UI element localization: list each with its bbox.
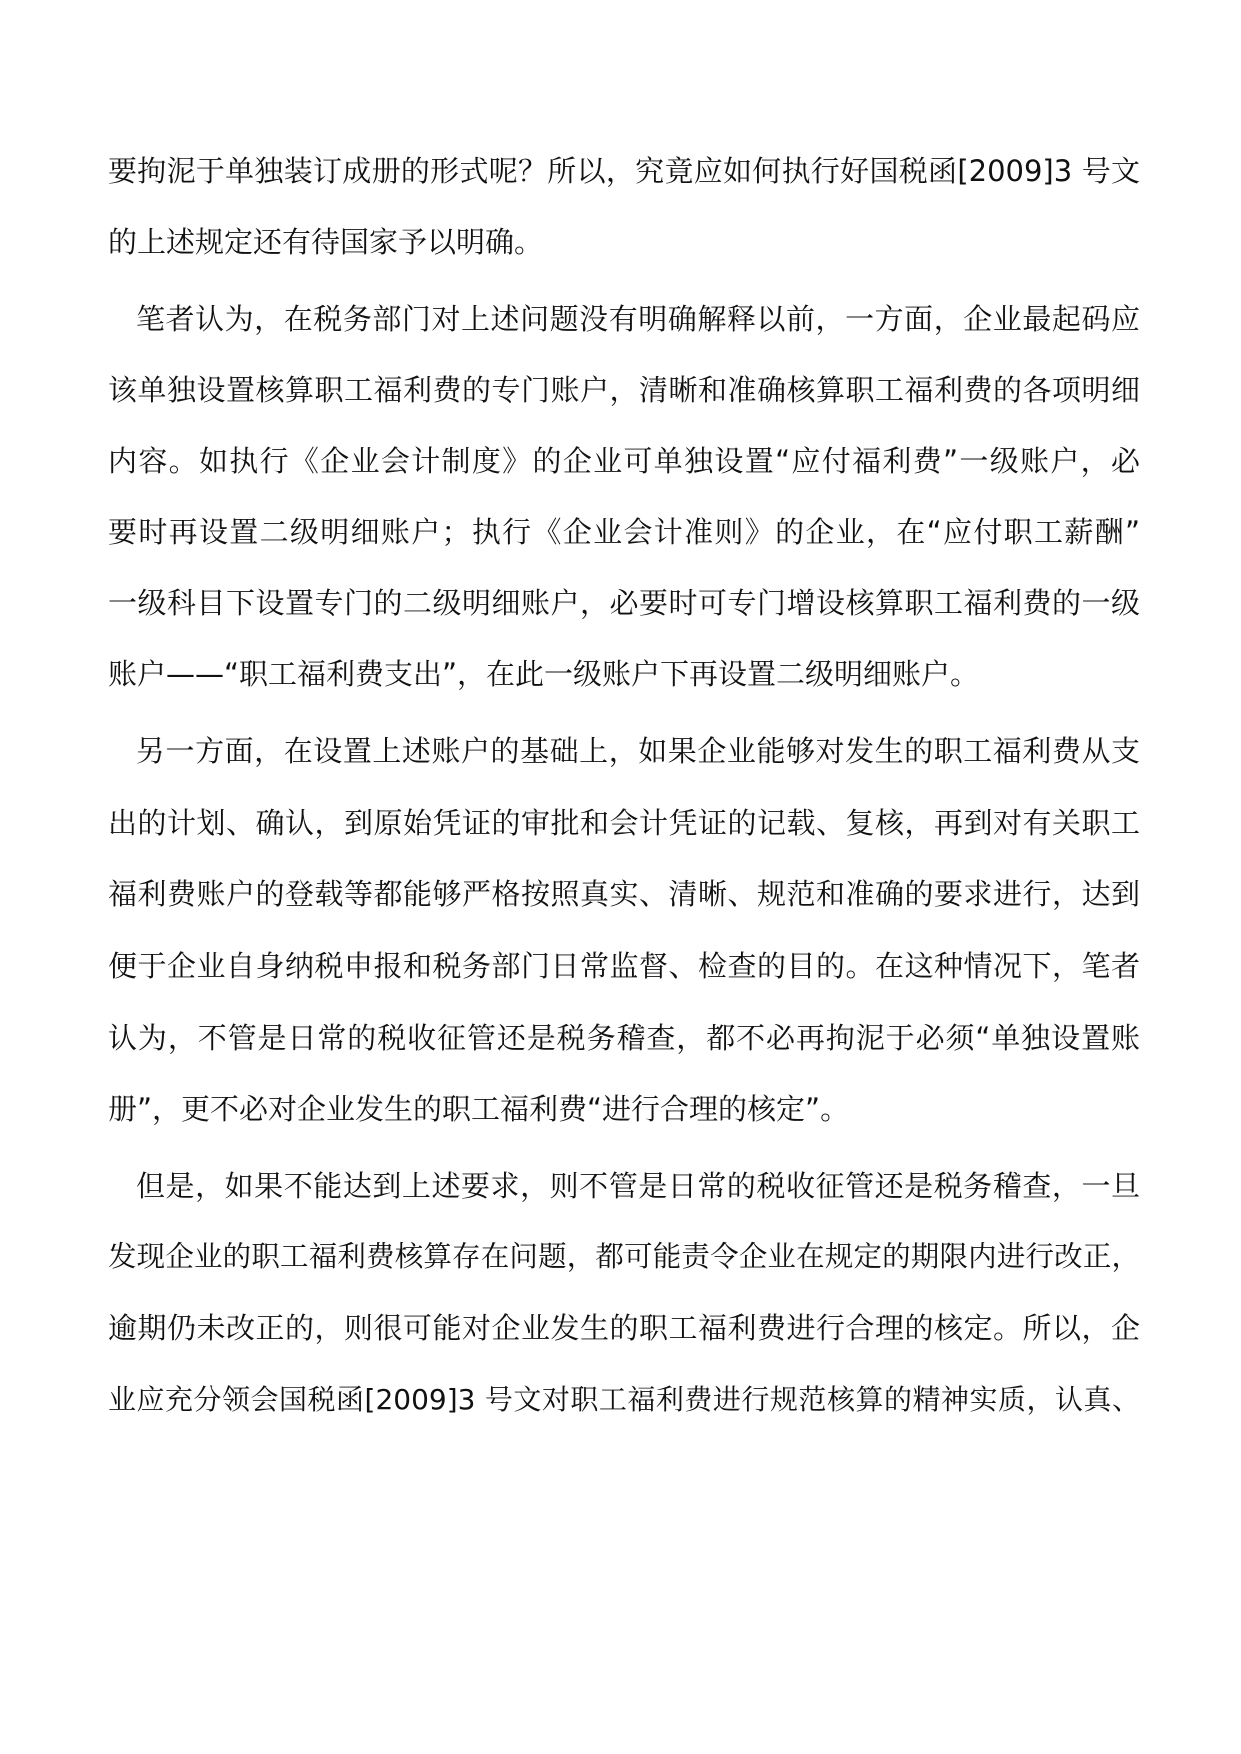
- text-line: 账户——“职工福利费支出”，在此一级账户下再设置二级明细账户。: [108, 657, 980, 691]
- text-line: 要拘泥于单独装订成册的形式呢？所以，究竟应如何执行好国税函[2009]3 号文: [108, 154, 1140, 188]
- text-line: 认为，不管是日常的税收征管还是税务稽查，都不必再拘泥于必须“单独设置账: [108, 1021, 1140, 1055]
- text-line: 该单独设置核算职工福利费的专门账户，清晰和准确核算职工福利费的各项明细: [108, 373, 1140, 407]
- paragraph-first-line: 另一方面，在设置上述账户的基础上，如果企业能够对发生的职工福利费从支: [136, 734, 1140, 768]
- paragraph-first-line: 笔者认为，在税务部门对上述问题没有明确解释以前，一方面，企业最起码应: [136, 302, 1140, 336]
- text-line: 福利费账户的登载等都能够严格按照真实、清晰、规范和准确的要求进行，达到: [108, 877, 1140, 911]
- text-line: 内容。如执行《企业会计制度》的企业可单独设置“应付福利费”一级账户，必: [108, 444, 1140, 478]
- text-line: 业应充分领会国税函[2009]3 号文对职工福利费进行规范核算的精神实质，认真、: [108, 1383, 1140, 1416]
- text-line: 要时再设置二级明细账户；执行《企业会计准则》的企业，在“应付职工薪酬”: [108, 515, 1140, 549]
- text-line: 便于企业自身纳税申报和税务部门日常监督、检查的目的。在这种情况下，笔者: [108, 949, 1140, 983]
- text-line: 发现企业的职工福利费核算存在问题，都可能责令企业在规定的期限内进行改正，: [108, 1240, 1140, 1273]
- text-line: 的上述规定还有待国家予以明确。: [108, 225, 544, 259]
- text-line: 一级科目下设置专门的二级明细账户，必要时可专门增设核算职工福利费的一级: [108, 586, 1140, 620]
- text-line: 逾期仍未改正的，则很可能对企业发生的职工福利费进行合理的核定。所以，企: [108, 1311, 1140, 1345]
- text-line: 出的计划、确认，到原始凭证的审批和会计凭证的记载、复核，再到对有关职工: [108, 806, 1140, 840]
- paragraph-first-line: 但是，如果不能达到上述要求，则不管是日常的税收征管还是税务稽查，一旦: [136, 1169, 1140, 1203]
- text-line: 册”，更不必对企业发生的职工福利费“进行合理的核定”。: [108, 1092, 850, 1126]
